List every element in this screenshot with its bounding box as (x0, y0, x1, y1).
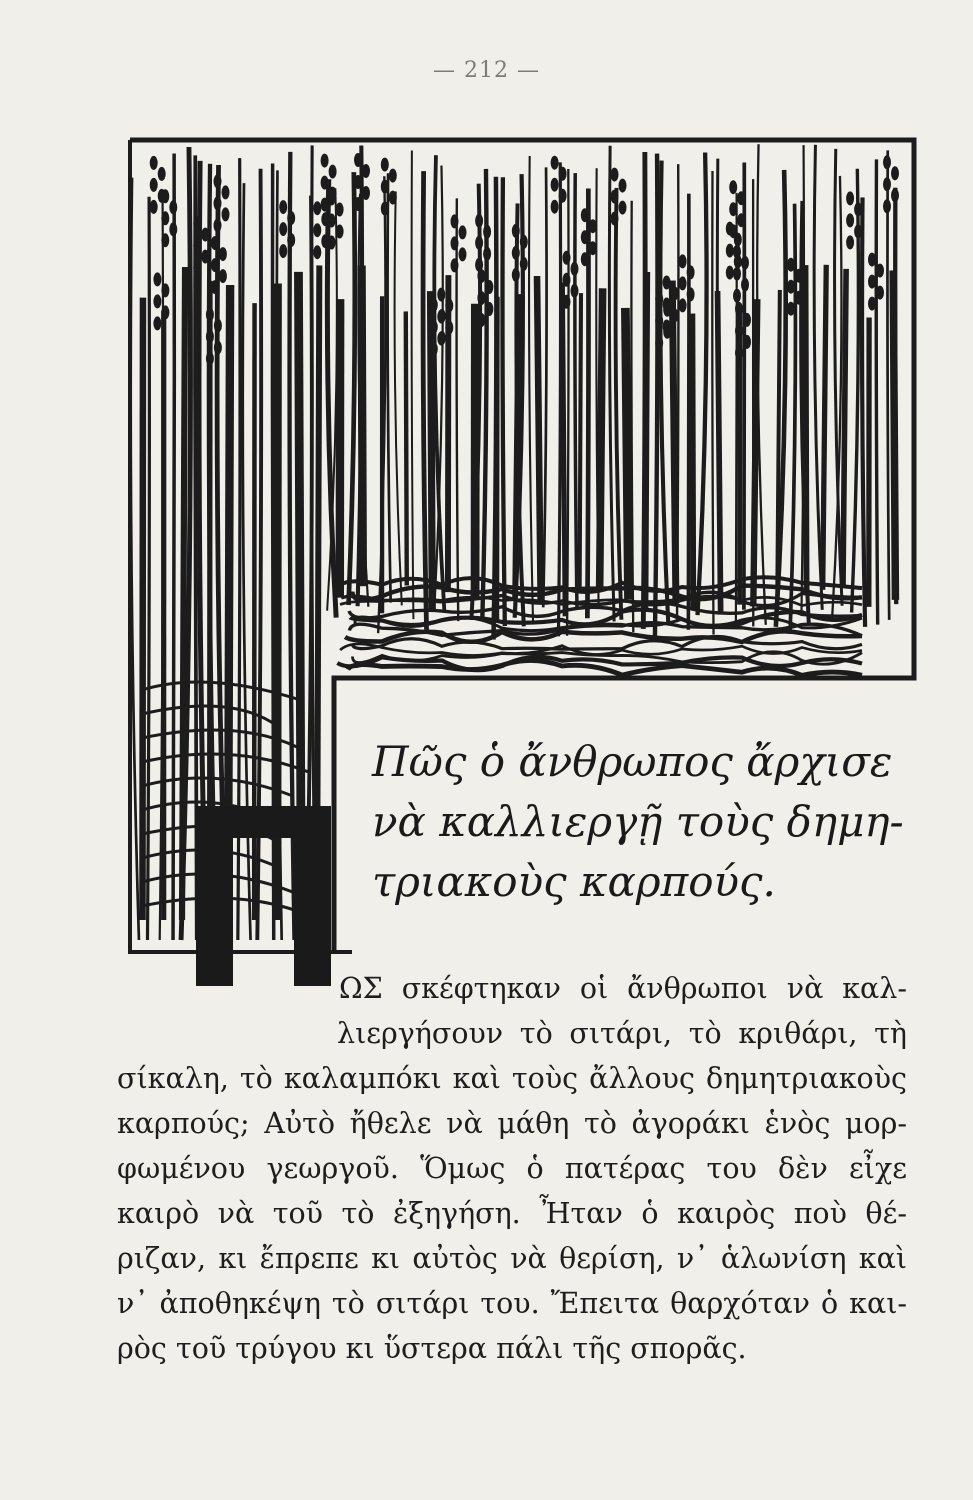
wheat-ear-grain (741, 256, 749, 270)
chapter-title (372, 732, 932, 912)
wheat-ear-grain (354, 153, 362, 167)
wheat-ear-grain (362, 186, 370, 200)
wheat-ear-grain (313, 201, 321, 215)
wheat-ear-grain (883, 199, 891, 213)
wheat-ear-grain (451, 236, 459, 250)
body-line: καιρὸ νὰ τοῦ τὸ ἐξηγήση. Ἦταν ὁ καιρὸς ποὺ θέ- (117, 1197, 907, 1230)
wheat-ear-grain (687, 265, 695, 279)
wheat-stalk (712, 171, 713, 635)
wheat-ear-grain (430, 298, 438, 312)
wheat-ear-grain (161, 233, 169, 247)
wheat-ear-grain (485, 280, 493, 294)
wheat-ear-grain (475, 214, 483, 228)
wheat-ear-grain (475, 258, 483, 272)
wheat-ear-grain (729, 224, 737, 238)
wheat-ear-grain (655, 336, 663, 350)
stalk-shadow (843, 269, 846, 586)
wheat-ear-grain (883, 155, 891, 169)
wheat-ear-grain (743, 313, 751, 327)
wheat-ear-grain (663, 325, 671, 339)
wheat-ear-grain (445, 321, 453, 335)
wheat-ear-grain (559, 189, 567, 203)
body-line: ριζαν, κι ἔπρεπε κι αὐτὸς νὰ θερίση, ν᾽ ἁλωνίση καὶ (117, 1242, 907, 1275)
wheat-ear-grain (726, 244, 734, 258)
wheat-ear-grain (563, 251, 571, 265)
wheat-ear-grain (153, 316, 161, 330)
wheat-ear-grain (321, 198, 329, 212)
wheat-ear-grain (726, 266, 734, 280)
wheat-ear-grain (219, 247, 227, 261)
wheat-ear-grain (389, 191, 397, 205)
wheat-stalk (895, 188, 896, 604)
body-line: λιεργήσουν τὸ σιτάρι, τὸ κριθάρι, τὴ (337, 1017, 907, 1050)
wheat-ear-grain (437, 332, 445, 346)
wheat-ear-grain (211, 280, 219, 294)
wheat-ear-grain (854, 202, 862, 216)
wheat-ear-grain (483, 247, 491, 261)
wheat-ear-grain (354, 175, 362, 189)
wheat-ear-grain (328, 192, 336, 206)
wheat-ear-grain (868, 253, 876, 267)
wheat-ear-grain (336, 203, 344, 217)
wheat-ear-grain (551, 156, 559, 170)
wheat-stalk (876, 159, 877, 624)
wheat-ear-grain (161, 189, 169, 203)
chapter-title-line: Πῶς ὁ ἄνθρωπος ἄρχισε (372, 737, 893, 786)
wheat-ear-grain (430, 320, 438, 334)
wheat-ear-grain (211, 258, 219, 272)
wheat-stalk (173, 153, 174, 940)
stalk-shadow (562, 282, 565, 616)
stalk-shadow (362, 265, 363, 586)
wheat-ear-grain (876, 264, 884, 278)
wheat-ear-grain (169, 222, 177, 236)
wheat-ear-grain (846, 235, 854, 249)
stalk-shadow (182, 267, 185, 920)
wheat-ear-grain (206, 352, 214, 366)
body-line: ΩΣ σκέφτηκαν οἱ ἄνθρωποι νὰ καλ- (339, 972, 907, 1005)
wheat-stalk (503, 177, 505, 626)
stalk-shadow (672, 281, 676, 604)
wheat-ear-grain (287, 211, 295, 225)
drop-cap-pi (196, 806, 331, 986)
wheat-ear-grain (437, 288, 445, 302)
body-line: ν᾽ ἀποθηκέψη τὸ σιτάρι του. Ἔπειτα θαρχόταν ὁ και- (117, 1287, 907, 1320)
wheat-ear-grain (735, 346, 743, 360)
wheat-ear-grain (581, 252, 589, 266)
wheat-ear-grain (581, 230, 589, 244)
wheat-stalk (575, 173, 577, 610)
wheat-ear-grain (158, 167, 166, 181)
wheat-stalk (688, 194, 689, 630)
wheat-ear-grain (389, 169, 397, 183)
wheat-ear-grain (733, 267, 741, 281)
wheat-ear-grain (679, 298, 687, 312)
wheat-ear-grain (279, 222, 287, 236)
wheat-ear-grain (876, 286, 884, 300)
chapter-title-line: νὰ καλλιεργῇ τοὺς δημη- (372, 797, 904, 846)
wheat-ear-grain (150, 178, 158, 192)
wheat-ear-grain (193, 217, 201, 231)
wheat-ear-grain (279, 200, 287, 214)
wheat-ear-grain (787, 280, 795, 294)
stalk-shadow (406, 311, 407, 585)
wheat-ear-grain (485, 302, 493, 316)
body-line: καρπούς; Αὐτὸ ἤθελε νὰ μάθη τὸ ἀγοράκι ἑνὸς μορ- (117, 1107, 907, 1140)
stalk-shadow (537, 276, 541, 601)
wheat-ear-grain (161, 211, 169, 225)
wheat-ear-grain (430, 342, 438, 356)
wheat-ear-grain (679, 276, 687, 290)
wheat-stalk (677, 164, 678, 622)
wheat-ear-grain (153, 294, 161, 308)
wheat-ear-grain (313, 223, 321, 237)
wheat-ear-grain (451, 214, 459, 228)
wheat-ear-grain (193, 261, 201, 275)
wheat-ear-grain (161, 283, 169, 297)
wheat-ear-grain (169, 200, 177, 214)
wheat-ear-grain (729, 202, 737, 216)
wheat-stalk (655, 154, 658, 637)
wheat-ear-grain (571, 262, 579, 276)
wheat-ear-grain (321, 176, 329, 190)
wheat-ear-grain (483, 225, 491, 239)
stalk-shadow (600, 288, 603, 589)
page-number: — 212 — (433, 58, 540, 83)
wheat-ear-grain (161, 305, 169, 319)
wheat-ear-grain (477, 313, 485, 327)
wheat-ear-grain (329, 165, 337, 179)
wheat-ear-grain (206, 330, 214, 344)
wheat-ear-grain (214, 341, 222, 355)
wheat-ear-grain (868, 275, 876, 289)
wheat-ear-grain (313, 245, 321, 259)
wheat-ear-grain (741, 278, 749, 292)
wheat-ear-grain (883, 177, 891, 191)
body-line: φωμένου γεωργοῦ. Ὅμως ὁ πατέρας του δὲν εἶχε (117, 1152, 907, 1185)
wheat-ear-grain (891, 166, 899, 180)
wheat-ear-grain (563, 295, 571, 309)
wheat-ear-grain (459, 225, 467, 239)
wheat-ear-grain (611, 212, 619, 226)
wheat-ear-grain (222, 185, 230, 199)
wheat-ear-grain (477, 291, 485, 305)
wheat-ear-grain (219, 269, 227, 283)
wheat-ear-grain (437, 310, 445, 324)
wheat-ear-grain (214, 218, 222, 232)
wheat-ear-grain (891, 188, 899, 202)
wheat-ear-grain (520, 235, 528, 249)
wheat-ear-grain (619, 201, 627, 215)
wheat-ear-grain (214, 174, 222, 188)
wheat-ear-grain (846, 213, 854, 227)
wheat-ear-grain (687, 287, 695, 301)
wheat-ear-grain (787, 258, 795, 272)
wheat-ear-grain (787, 302, 795, 316)
wheat-ear-grain (868, 297, 876, 311)
body-line: ρὸς τοῦ τρύγου κι ὕστερα πάλι τῆς σπορᾶς. (117, 1332, 747, 1365)
wheat-ear-grain (737, 213, 745, 227)
wheat-ear-grain (571, 284, 579, 298)
wheat-ear-grain (551, 200, 559, 214)
wheat-ear-grain (743, 335, 751, 349)
stalk-shadow (625, 308, 628, 600)
wheat-ear-grain (619, 179, 627, 193)
wheat-ear-grain (362, 164, 370, 178)
wheat-ear-grain (512, 246, 520, 260)
chapter-title-line: τριακοὺς καρπούς. (372, 857, 776, 906)
stalk-shadow (692, 314, 693, 610)
stalk-shadow (777, 290, 780, 607)
wheat-ear-grain (512, 268, 520, 282)
wheat-ear-grain (354, 197, 362, 211)
wheat-ear-grain (201, 250, 209, 264)
wheat-ear-grain (663, 303, 671, 317)
wheat-ear-grain (611, 168, 619, 182)
wheat-ear-grain (475, 236, 483, 250)
stalk-shadow (823, 265, 827, 590)
wheat-ear-grain (381, 158, 389, 172)
wheat-ear-grain (589, 241, 597, 255)
body-line: σίκαλη, τὸ καλαμπόκι καὶ τοὺς ἄλλους δημητριακοὺς (117, 1062, 907, 1095)
wheat-ear-grain (551, 178, 559, 192)
wheat-ear-grain (214, 319, 222, 333)
wheat-ear-grain (735, 324, 743, 338)
wheat-ear-grain (735, 302, 743, 316)
wheat-ear-grain (611, 190, 619, 204)
wheat-ear-grain (559, 167, 567, 181)
wheat-ear-grain (795, 291, 803, 305)
wheat-ear-grain (222, 207, 230, 221)
wheat-ear-grain (655, 292, 663, 306)
wheat-ear-grain (214, 196, 222, 210)
wheat-ear-grain (663, 276, 671, 290)
wheat-ear-grain (671, 309, 679, 323)
wheat-ear-grain (671, 287, 679, 301)
wheat-ear-grain (321, 154, 329, 168)
wheat-ear-grain (206, 308, 214, 322)
wheat-ear-grain (563, 273, 571, 287)
wheat-ear-grain (445, 299, 453, 313)
wheat-ear-grain (150, 200, 158, 214)
wheat-ear-grain (733, 289, 741, 303)
wheat-ear-grain (201, 228, 209, 242)
body-text (117, 966, 907, 1371)
wheat-ear-grain (520, 257, 528, 271)
wheat-ear-grain (854, 224, 862, 238)
wheat-ear-grain (336, 225, 344, 239)
wheat-ear-grain (846, 191, 854, 205)
wheat-stalk (587, 188, 588, 618)
stalk-shadow (431, 291, 433, 609)
wheat-ear-grain (381, 202, 389, 216)
wheat-ear-grain (328, 236, 336, 250)
wheat-ear-grain (153, 272, 161, 286)
wheat-ear-grain (679, 254, 687, 268)
wheat-stalk (147, 197, 149, 940)
wheat-ear-grain (737, 191, 745, 205)
wheat-ear-grain (381, 180, 389, 194)
wheat-ear-grain (279, 244, 287, 258)
wheat-ear-grain (733, 245, 741, 259)
stalk-shadow (580, 293, 581, 590)
wheat-ear-grain (512, 224, 520, 238)
wheat-ear-grain (459, 247, 467, 261)
wheat-ear-grain (150, 156, 158, 170)
stalk-shadow (645, 272, 647, 609)
wheat-ear-grain (193, 239, 201, 253)
wheat-ear-grain (729, 180, 737, 194)
wheat-ear-grain (589, 219, 597, 233)
wheat-ear-grain (795, 269, 803, 283)
wheat-ear-grain (451, 258, 459, 272)
wheat-ear-grain (328, 214, 336, 228)
wheat-ear-grain (287, 233, 295, 247)
wheat-ear-grain (581, 208, 589, 222)
wheat-ear-grain (655, 314, 663, 328)
wheat-ear-grain (211, 236, 219, 250)
